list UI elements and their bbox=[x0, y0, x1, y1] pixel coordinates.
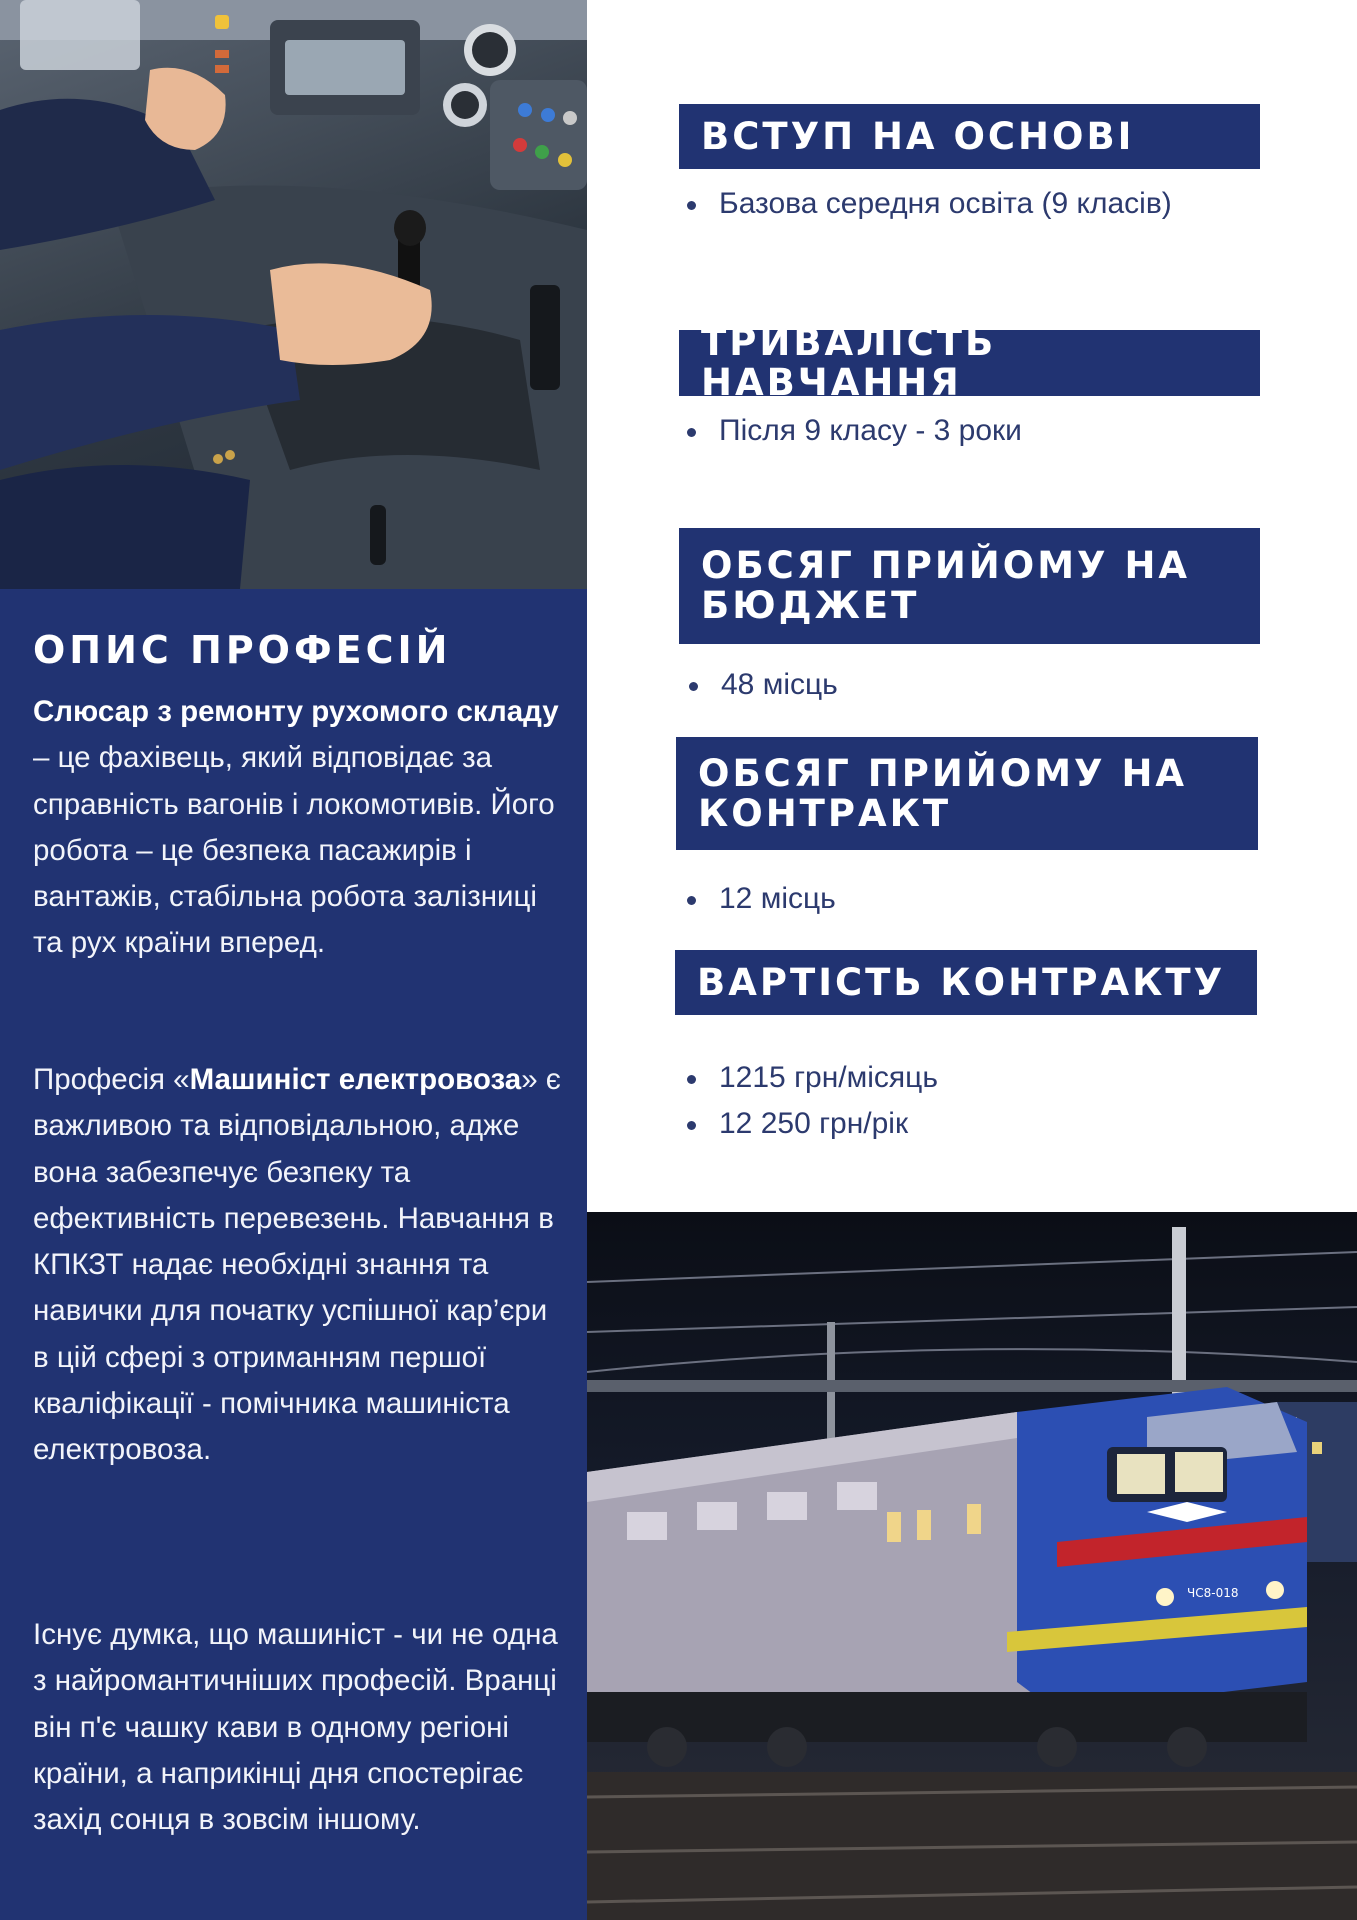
contract-title-line1: ОБСЯГ ПРИЙОМУ НА bbox=[698, 751, 1188, 795]
profession-description-panel bbox=[0, 589, 587, 1920]
admission-list bbox=[683, 181, 1172, 227]
budget-list bbox=[685, 662, 838, 708]
list-item: Після 9 класу - 3 роки bbox=[683, 408, 1022, 454]
contract-header bbox=[676, 737, 1258, 850]
list-item: 1215 грн/місяць bbox=[683, 1055, 938, 1101]
cost-list bbox=[683, 1055, 938, 1147]
romance-text: Існує думка, що машиніст - чи не одна з найромантичніших професій. Вранці він п'є чашку кави в одному регіоні країни, а наприкінці дня спостерігає захід сонця в зовсім іншому. bbox=[33, 1618, 558, 1837]
duration-title: ТРИВАЛІСТЬ НАВЧАННЯ bbox=[701, 321, 997, 404]
driver-profession-name: Машиніст електровоза bbox=[189, 1063, 522, 1096]
budget-header bbox=[679, 528, 1260, 644]
description-paragraph-driver bbox=[33, 1057, 563, 1474]
description-paragraph-romance bbox=[33, 1612, 563, 1843]
contract-title-line2: КОНТРАКТ bbox=[698, 791, 952, 835]
cost-title: ВАРТІСТЬ КОНТРАКТУ bbox=[697, 960, 1226, 1004]
driver-cab-illustration bbox=[0, 0, 587, 589]
description-paragraph-fitter bbox=[33, 689, 563, 967]
list-item: Базова середня освіта (9 класів) bbox=[683, 181, 1172, 227]
list-item: 12 місць bbox=[683, 876, 836, 922]
cost-header bbox=[675, 950, 1257, 1015]
locomotive-illustration bbox=[587, 1212, 1357, 1920]
fitter-description-text: – це фахівець, який відповідає за справність вагонів і локомотивів. Його робота – це безпека пасажирів і вантажів, стабільна робота залізниці та рух країни вперед. bbox=[33, 741, 555, 960]
budget-title-line2: БЮДЖЕТ bbox=[701, 584, 920, 627]
duration-header bbox=[679, 321, 1260, 404]
description-title: ОПИС ПРОФЕСІЙ bbox=[33, 628, 452, 672]
driver-lead-text: Професія « bbox=[33, 1063, 190, 1096]
driver-cab-photo bbox=[0, 0, 587, 589]
fitter-profession-name: Слюсар з ремонту рухомого складу bbox=[33, 695, 559, 728]
list-item: 12 250 грн/рік bbox=[683, 1101, 938, 1147]
locomotive-number: ЧС8-018 bbox=[1187, 1586, 1239, 1600]
admission-title: ВСТУП НА ОСНОВІ bbox=[701, 114, 1135, 158]
electric-locomotive-photo bbox=[587, 1212, 1357, 1920]
duration-list bbox=[683, 408, 1022, 454]
budget-title-line1: ОБСЯГ ПРИЙОМУ НА bbox=[701, 544, 1191, 587]
admission-header bbox=[679, 104, 1260, 169]
contract-list bbox=[683, 876, 836, 922]
list-item: 48 місць bbox=[685, 662, 838, 708]
driver-description-text: » є важливою та відповідальною, адже вона забезпечує безпеку та ефективність перевезень. Навчання в КПКЗТ надає необхідні знання та навички для початку успішної кар’єри в цій сфері з отриманням першої кваліфікації - помічника машиніста електровоза. bbox=[33, 1063, 561, 1467]
